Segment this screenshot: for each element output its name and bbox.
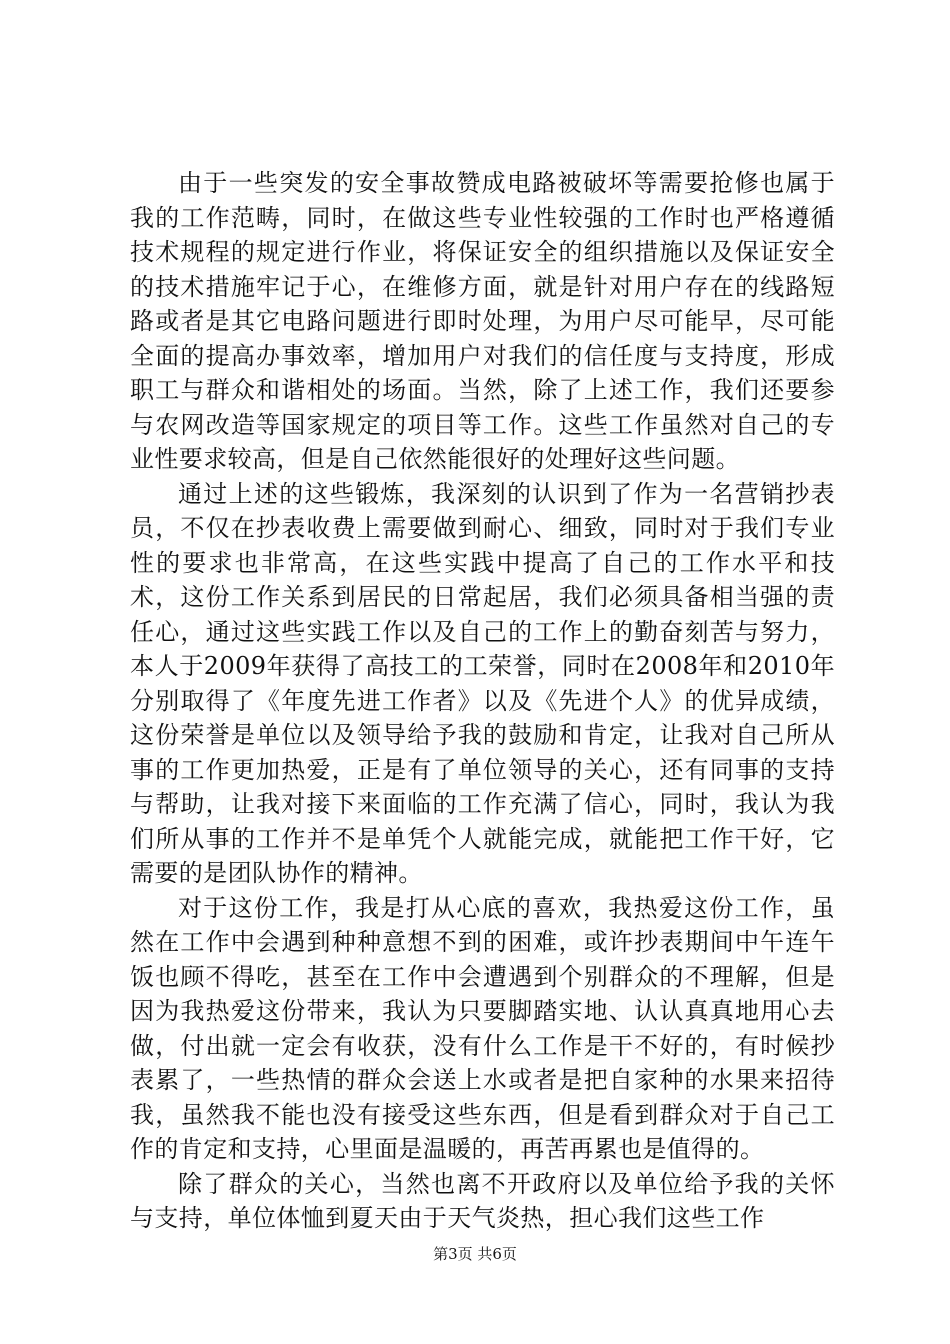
paragraph-3: 对于这份工作，我是打从心底的喜欢，我热爱这份工作，虽然在工作中会遇到种种意想不到的困难，或许抄表期间中午连午饭也顾不得吃，甚至在工作中会遭遇到个别群众的不理解，但是因为我热爱这份带来，我认为只要脚踏实地、认认真真地用心去做，付出就一定会有收获，没有什么工作是干不好的，有时候抄表累了，一些热情的群众会送上水或者是把自家种的水果来招待我，虽然我不能也没有接受这些东西，但是看到群众对于自己工作的肯定和支持，心里面是温暖的，再苦再累也是值得的。 [130,893,835,1163]
paragraph-2: 通过上述的这些锻炼，我深刻的认识到了作为一名营销抄表员，不仅在抄表收费上需要做到耐心、细致，同时对于我们专业性的要求也非常高，在这些实践中提高了自己的工作水平和技术，这份工作关系到居民的日常起居，我们必须具备相当强的责任心，通过这些实践工作以及自己的工作上的勤奋刻苦与努力，本人于2009年获得了高技工的工荣誉，同时在2008年和2010年分别取得了《年度先进工作者》以及《先进个人》的优异成绩，这份荣誉是单位以及领导给予我的鼓励和肯定，让我对自己所从事的工作更加热爱，正是有了单位领导的关心，还有同事的支持与帮助，让我对接下来面临的工作充满了信心，同时，我认为我们所从事的工作并不是单凭个人就能完成，就能把工作干好，它需要的是团队协作的精神。 [130,479,835,887]
paragraph-4: 除了群众的关心，当然也离不开政府以及单位给予我的关怀与支持，单位体恤到夏天由于天气炎热，担心我们这些工作 [130,1169,835,1232]
document-body [130,166,835,1236]
page-number-footer: 第3页 共6页 [433,1245,517,1263]
paragraph-1: 由于一些突发的安全事故赞成电路被破坏等需要抢修也属于我的工作范畴，同时，在做这些专业性较强的工作时也严格遵循技术规程的规定进行作业，将保证安全的组织措施以及保证安全的技术措施牢记于心，在维修方面，就是针对用户存在的线路短路或者是其它电路问题进行即时处理，为用户尽可能早，尽可能全面的提高办事效率，增加用户对我们的信任度与支持度，形成职工与群众和谐相处的场面。当然，除了上述工作，我们还要参与农网改造等国家规定的项目等工作。这些工作虽然对自己的专业性要求较高，但是自己依然能很好的处理好这些问题。 [130,169,835,473]
